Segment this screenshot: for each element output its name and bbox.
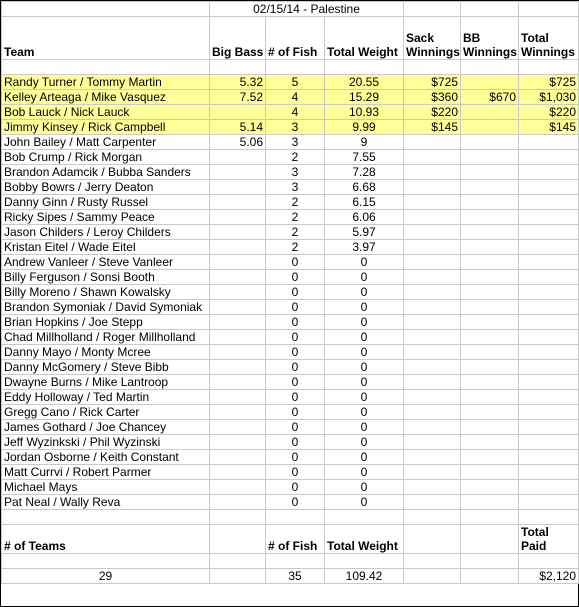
team-cell: Danny Ginn / Rusty Russel <box>2 195 210 210</box>
fish-count-cell: 4 <box>266 90 325 105</box>
big-bass-cell <box>210 405 266 420</box>
sack-winnings-cell <box>404 225 461 240</box>
table-row <box>2 345 579 360</box>
total-winnings-cell <box>519 150 579 165</box>
total-winnings-cell <box>519 135 579 150</box>
total-weight-cell: 0 <box>325 390 404 405</box>
team-cell: Dwayne Burns / Mike Lantroop <box>2 375 210 390</box>
bb-winnings-cell <box>461 330 519 345</box>
table-row <box>2 465 579 480</box>
big-bass-cell <box>210 480 266 495</box>
table-row <box>2 105 579 120</box>
sack-winnings-cell <box>404 270 461 285</box>
fish-count-cell: 0 <box>266 405 325 420</box>
total-winnings-cell <box>519 300 579 315</box>
fish-count-cell: 3 <box>266 135 325 150</box>
spacer-row <box>2 60 579 75</box>
team-cell: Bobby Bowrs / Jerry Deaton <box>2 180 210 195</box>
sack-winnings-cell <box>404 375 461 390</box>
total-weight-cell: 0 <box>325 285 404 300</box>
bb-winnings-cell <box>461 210 519 225</box>
fish-count-cell: 2 <box>266 195 325 210</box>
big-bass-cell: 7.52 <box>210 90 266 105</box>
total-winnings-cell <box>519 480 579 495</box>
bb-winnings-cell <box>461 225 519 240</box>
sack-winnings-cell <box>404 210 461 225</box>
table-row <box>2 330 579 345</box>
spacer-row <box>2 554 579 569</box>
total-winnings-cell <box>519 240 579 255</box>
bb-winnings-cell <box>461 105 519 120</box>
header-big-bass: Big Bass <box>210 17 266 60</box>
big-bass-cell <box>210 300 266 315</box>
bb-winnings-cell <box>461 255 519 270</box>
table-row <box>2 375 579 390</box>
table-row <box>2 90 579 105</box>
sack-winnings-cell: $725 <box>404 75 461 90</box>
team-cell: Brandon Adamcik / Bubba Sanders <box>2 165 210 180</box>
total-winnings-cell <box>519 195 579 210</box>
sack-winnings-cell <box>404 255 461 270</box>
big-bass-cell <box>210 375 266 390</box>
header-total-winnings: Total Winnings <box>519 17 579 60</box>
table-row <box>2 195 579 210</box>
header-team: Team <box>2 17 210 60</box>
big-bass-cell <box>210 270 266 285</box>
total-winnings-cell <box>519 435 579 450</box>
big-bass-cell <box>210 240 266 255</box>
total-weight-cell: 0 <box>325 480 404 495</box>
bb-winnings-cell <box>461 135 519 150</box>
big-bass-cell <box>210 195 266 210</box>
header-sack-winnings: Sack Winnings <box>404 17 461 60</box>
total-weight-cell: 3.97 <box>325 240 404 255</box>
big-bass-cell <box>210 225 266 240</box>
total-weight-cell: 10.93 <box>325 105 404 120</box>
sack-winnings-cell <box>404 390 461 405</box>
fish-count-cell: 0 <box>266 345 325 360</box>
bb-winnings-cell: $670 <box>461 90 519 105</box>
big-bass-cell <box>210 105 266 120</box>
team-cell: Danny Mayo / Monty Mcree <box>2 345 210 360</box>
bb-winnings-cell <box>461 285 519 300</box>
summary-header-total-paid: Total Paid <box>519 525 579 554</box>
fish-count-cell: 0 <box>266 435 325 450</box>
team-cell: John Bailey / Matt Carpenter <box>2 135 210 150</box>
sack-winnings-cell <box>404 165 461 180</box>
bb-winnings-cell <box>461 75 519 90</box>
big-bass-cell <box>210 390 266 405</box>
team-cell: Andrew Vanleer / Steve Vanleer <box>2 255 210 270</box>
header-total-weight: Total Weight <box>325 17 404 60</box>
header-num-fish: # of Fish <box>266 17 325 60</box>
sack-winnings-cell <box>404 495 461 510</box>
sack-winnings-cell <box>404 315 461 330</box>
total-weight-cell: 5.97 <box>325 225 404 240</box>
fish-count-cell: 0 <box>266 300 325 315</box>
team-cell: Ricky Sipes / Sammy Peace <box>2 210 210 225</box>
table-row <box>2 285 579 300</box>
team-cell: Eddy Holloway / Ted Martin <box>2 390 210 405</box>
team-cell: Billy Ferguson / Sonsi Booth <box>2 270 210 285</box>
event-title: 02/15/14 - Palestine <box>210 2 404 17</box>
big-bass-cell <box>210 435 266 450</box>
big-bass-cell <box>210 180 266 195</box>
fish-count-cell: 0 <box>266 390 325 405</box>
total-weight-cell: 15.29 <box>325 90 404 105</box>
total-winnings-cell <box>519 375 579 390</box>
bb-winnings-cell <box>461 420 519 435</box>
sack-winnings-cell <box>404 435 461 450</box>
bb-winnings-cell <box>461 270 519 285</box>
team-cell: Kristan Eitel / Wade Eitel <box>2 240 210 255</box>
bb-winnings-cell <box>461 480 519 495</box>
sack-winnings-cell <box>404 330 461 345</box>
total-winnings-cell <box>519 270 579 285</box>
sack-winnings-cell <box>404 285 461 300</box>
total-weight-cell: 0 <box>325 405 404 420</box>
big-bass-cell: 5.32 <box>210 75 266 90</box>
total-weight-cell: 7.28 <box>325 165 404 180</box>
total-weight-cell: 0 <box>325 345 404 360</box>
table-row <box>2 450 579 465</box>
team-cell: Gregg Cano / Rick Carter <box>2 405 210 420</box>
table-row <box>2 120 579 135</box>
summary-total-weight: 109.42 <box>325 569 404 584</box>
bb-winnings-cell <box>461 180 519 195</box>
total-winnings-cell <box>519 255 579 270</box>
fish-count-cell: 2 <box>266 240 325 255</box>
total-winnings-cell <box>519 225 579 240</box>
big-bass-cell: 5.06 <box>210 135 266 150</box>
total-weight-cell: 20.55 <box>325 75 404 90</box>
big-bass-cell <box>210 330 266 345</box>
team-cell: Jason Childers / Leroy Childers <box>2 225 210 240</box>
bb-winnings-cell <box>461 435 519 450</box>
sack-winnings-cell <box>404 480 461 495</box>
total-winnings-cell <box>519 285 579 300</box>
table-row <box>2 165 579 180</box>
team-cell: Michael Mays <box>2 480 210 495</box>
big-bass-cell <box>210 495 266 510</box>
big-bass-cell <box>210 450 266 465</box>
sack-winnings-cell <box>404 420 461 435</box>
sack-winnings-cell <box>404 240 461 255</box>
table-row <box>2 480 579 495</box>
total-weight-cell: 6.68 <box>325 180 404 195</box>
total-weight-cell: 9 <box>325 135 404 150</box>
total-winnings-cell: $725 <box>519 75 579 90</box>
fish-count-cell: 2 <box>266 225 325 240</box>
team-cell: Kelley Arteaga / Mike Vasquez <box>2 90 210 105</box>
total-weight-cell: 0 <box>325 435 404 450</box>
total-weight-cell: 0 <box>325 360 404 375</box>
total-weight-cell: 0 <box>325 495 404 510</box>
total-weight-cell: 0 <box>325 420 404 435</box>
team-cell: Brian Hopkins / Joe Stepp <box>2 315 210 330</box>
table-row <box>2 495 579 510</box>
fish-count-cell: 0 <box>266 375 325 390</box>
big-bass-cell: 5.14 <box>210 120 266 135</box>
big-bass-cell <box>210 150 266 165</box>
total-weight-cell: 0 <box>325 270 404 285</box>
summary-header-total-weight: Total Weight <box>325 525 404 554</box>
table-row <box>2 390 579 405</box>
team-cell: Bob Crump / Rick Morgan <box>2 150 210 165</box>
team-cell: Jimmy Kinsey / Rick Campbell <box>2 120 210 135</box>
team-cell: James Gothard / Joe Chancey <box>2 420 210 435</box>
sack-winnings-cell <box>404 195 461 210</box>
sack-winnings-cell <box>404 150 461 165</box>
fish-count-cell: 0 <box>266 420 325 435</box>
bb-winnings-cell <box>461 240 519 255</box>
bb-winnings-cell <box>461 120 519 135</box>
big-bass-cell <box>210 210 266 225</box>
table-row <box>2 75 579 90</box>
total-weight-cell: 0 <box>325 465 404 480</box>
fish-count-cell: 3 <box>266 165 325 180</box>
total-weight-cell: 7.55 <box>325 150 404 165</box>
total-winnings-cell <box>519 360 579 375</box>
bb-winnings-cell <box>461 405 519 420</box>
big-bass-cell <box>210 255 266 270</box>
table-row <box>2 135 579 150</box>
big-bass-cell <box>210 165 266 180</box>
fish-count-cell: 0 <box>266 285 325 300</box>
table-row <box>2 150 579 165</box>
table-row <box>2 180 579 195</box>
big-bass-cell <box>210 315 266 330</box>
team-cell: Pat Neal / Wally Reva <box>2 495 210 510</box>
total-weight-cell: 0 <box>325 450 404 465</box>
total-winnings-cell: $145 <box>519 120 579 135</box>
bb-winnings-cell <box>461 465 519 480</box>
bb-winnings-cell <box>461 165 519 180</box>
fish-count-cell: 0 <box>266 255 325 270</box>
total-weight-cell: 0 <box>325 255 404 270</box>
header-bb-winnings: BB Winnings <box>461 17 519 60</box>
sack-winnings-cell <box>404 360 461 375</box>
table-row <box>2 240 579 255</box>
title-row <box>2 2 579 17</box>
sack-winnings-cell <box>404 135 461 150</box>
spacer-row <box>2 510 579 525</box>
fish-count-cell: 0 <box>266 270 325 285</box>
summary-num-teams: 29 <box>2 569 210 584</box>
total-weight-cell: 0 <box>325 300 404 315</box>
table-row <box>2 210 579 225</box>
summary-header-num-fish: # of Fish <box>266 525 325 554</box>
team-cell: Bob Lauck / Nick Lauck <box>2 105 210 120</box>
total-winnings-cell <box>519 495 579 510</box>
summary-header-num-teams: # of Teams <box>2 525 210 554</box>
table-row <box>2 225 579 240</box>
fish-count-cell: 4 <box>266 105 325 120</box>
fish-count-cell: 0 <box>266 480 325 495</box>
fish-count-cell: 5 <box>266 75 325 90</box>
sack-winnings-cell: $220 <box>404 105 461 120</box>
team-cell: Jeff Wyzinkski / Phil Wyzinski <box>2 435 210 450</box>
big-bass-cell <box>210 420 266 435</box>
table-row <box>2 255 579 270</box>
total-weight-cell: 0 <box>325 330 404 345</box>
bb-winnings-cell <box>461 150 519 165</box>
total-weight-cell: 0 <box>325 375 404 390</box>
sack-winnings-cell: $145 <box>404 120 461 135</box>
total-winnings-cell: $1,030 <box>519 90 579 105</box>
header-row <box>2 17 579 60</box>
fish-count-cell: 0 <box>266 315 325 330</box>
table-row <box>2 405 579 420</box>
bb-winnings-cell <box>461 315 519 330</box>
table-row <box>2 420 579 435</box>
bb-winnings-cell <box>461 375 519 390</box>
fish-count-cell: 0 <box>266 495 325 510</box>
table-row <box>2 360 579 375</box>
sack-winnings-cell <box>404 300 461 315</box>
total-weight-cell: 0 <box>325 315 404 330</box>
fish-count-cell: 2 <box>266 210 325 225</box>
big-bass-cell <box>210 345 266 360</box>
bb-winnings-cell <box>461 495 519 510</box>
total-winnings-cell <box>519 465 579 480</box>
summary-num-fish: 35 <box>266 569 325 584</box>
big-bass-cell <box>210 465 266 480</box>
total-winnings-cell <box>519 420 579 435</box>
fish-count-cell: 0 <box>266 330 325 345</box>
fish-count-cell: 0 <box>266 360 325 375</box>
table-row <box>2 315 579 330</box>
team-cell: Billy Moreno / Shawn Kowalsky <box>2 285 210 300</box>
sack-winnings-cell <box>404 465 461 480</box>
total-winnings-cell <box>519 450 579 465</box>
bb-winnings-cell <box>461 345 519 360</box>
fish-count-cell: 2 <box>266 150 325 165</box>
total-winnings-cell <box>519 405 579 420</box>
total-weight-cell: 6.06 <box>325 210 404 225</box>
team-cell: Matt Currvi / Robert Parmer <box>2 465 210 480</box>
fish-count-cell: 0 <box>266 450 325 465</box>
big-bass-cell <box>210 285 266 300</box>
table-row <box>2 270 579 285</box>
total-winnings-cell <box>519 345 579 360</box>
team-cell: Chad Millholland / Roger Millholland <box>2 330 210 345</box>
sack-winnings-cell <box>404 345 461 360</box>
big-bass-cell <box>210 360 266 375</box>
total-weight-cell: 9.99 <box>325 120 404 135</box>
team-cell: Brandon Symoniak / David Symoniak <box>2 300 210 315</box>
bb-winnings-cell <box>461 450 519 465</box>
total-winnings-cell <box>519 390 579 405</box>
sack-winnings-cell <box>404 405 461 420</box>
summary-header-row <box>2 525 579 554</box>
fish-count-cell: 0 <box>266 465 325 480</box>
summary-row <box>2 569 579 584</box>
sack-winnings-cell <box>404 180 461 195</box>
sack-winnings-cell <box>404 450 461 465</box>
total-winnings-cell: $220 <box>519 105 579 120</box>
bb-winnings-cell <box>461 195 519 210</box>
fish-count-cell: 3 <box>266 120 325 135</box>
total-winnings-cell <box>519 165 579 180</box>
sack-winnings-cell: $360 <box>404 90 461 105</box>
team-cell: Randy Turner / Tommy Martin <box>2 75 210 90</box>
bb-winnings-cell <box>461 390 519 405</box>
bb-winnings-cell <box>461 300 519 315</box>
total-weight-cell: 6.15 <box>325 195 404 210</box>
table-row <box>2 300 579 315</box>
results-table <box>1 1 579 584</box>
team-cell: Danny McGomery / Steve Bibb <box>2 360 210 375</box>
bb-winnings-cell <box>461 360 519 375</box>
table-row <box>2 435 579 450</box>
fish-count-cell: 3 <box>266 180 325 195</box>
summary-total-paid: $2,120 <box>519 569 579 584</box>
total-winnings-cell <box>519 180 579 195</box>
total-winnings-cell <box>519 210 579 225</box>
total-winnings-cell <box>519 330 579 345</box>
total-winnings-cell <box>519 315 579 330</box>
team-cell: Jordan Osborne / Keith Constant <box>2 450 210 465</box>
